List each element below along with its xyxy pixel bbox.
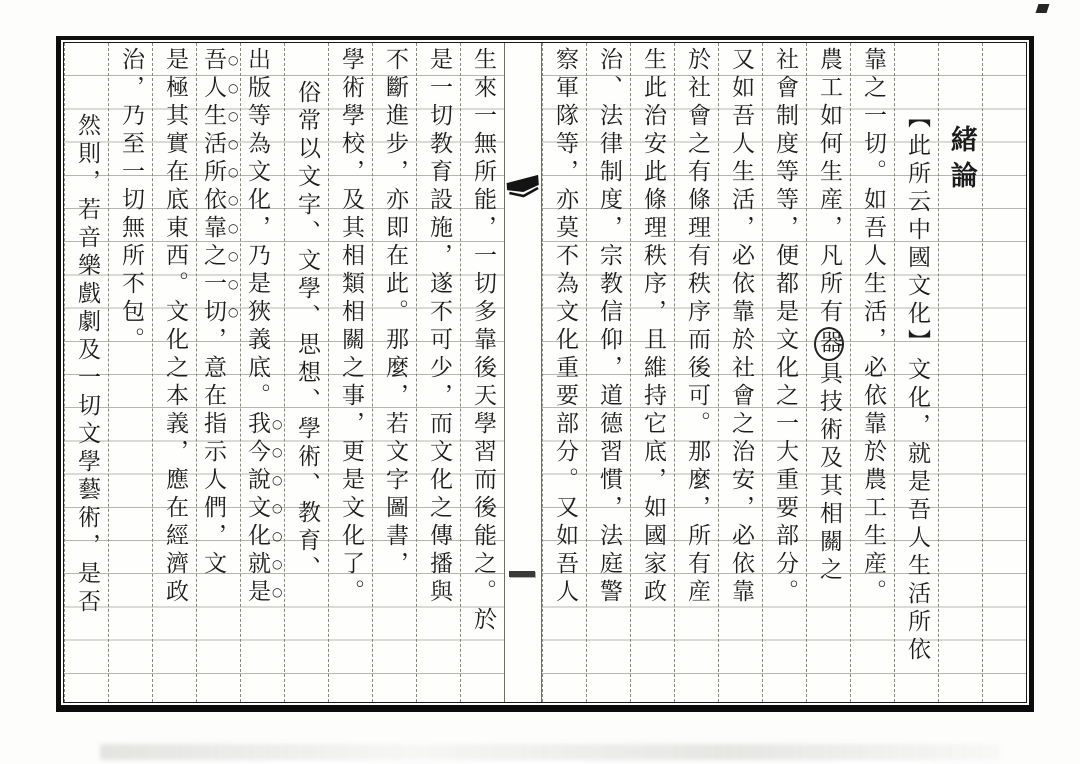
column-l1 (460, 43, 504, 702)
column-r9-text: 生此治安此條理秩序，且維持它底，如國家政 (640, 47, 667, 607)
column-l7-text (197, 43, 240, 702)
column-r5-part1: 農工如何生産，凡所有 (816, 47, 843, 327)
circled-character: 器 (814, 327, 844, 361)
column-r5-text (813, 43, 844, 702)
column-l3-text: 不斷進步，亦即在此。那麼，若文字圖書， (382, 47, 409, 579)
left-page-columns (64, 43, 504, 702)
column-r5 (806, 43, 850, 702)
column-l5-text: 俗常以文字、文學、思想、學術、教育、 (294, 80, 321, 584)
column-r7-text: 又如吾人生活，必依靠於社會之治安，必依靠 (728, 47, 755, 607)
column-r5-part2: 具技術及其相關之 (816, 361, 843, 585)
center-fold (504, 43, 542, 702)
column-l10-text: 然則，若音樂戲劇及一切文學藝術，是否 (74, 113, 101, 617)
column-r6 (762, 43, 806, 702)
column-l6 (240, 43, 284, 702)
column-l1-text: 生來一無所能，一切多靠後天學習而後能之。於 (470, 47, 497, 635)
column-r10 (586, 43, 630, 702)
scan-smudge (100, 744, 1000, 760)
column-r8 (674, 43, 718, 702)
grid-area (63, 42, 1027, 703)
column-l6-text (241, 43, 284, 702)
fold-bar-mark (509, 571, 535, 577)
column-l4 (328, 43, 372, 702)
column-r8-text: 於社會之有條理有秩序而後可。那麼，所有産 (684, 47, 711, 607)
column-l9 (108, 43, 152, 702)
column-r11 (542, 43, 586, 702)
emphasized-text: 吾人生活所依靠之一切 (200, 47, 227, 327)
fish-tail-icon (505, 174, 541, 202)
column-l5 (284, 43, 328, 702)
column-l10 (64, 43, 108, 702)
column-l6-plain: 出版等為文化，乃是狹義底。 (244, 47, 271, 411)
column-l4-text: 學術學校，及其相類相關之事，更是文化了。 (338, 47, 365, 607)
column-l7-plain: ，意在指示人們，文 (200, 327, 227, 579)
emphasized-text: 我今說文化就是 (244, 411, 271, 607)
column-l2-text: 是一切教育設施，遂不可少，而文化之傳播與 (426, 47, 453, 607)
column-r7 (718, 43, 762, 702)
column-r2-chapter-title (938, 43, 982, 702)
column-r1-empty (982, 43, 1026, 702)
column-l2 (416, 43, 460, 702)
column-l8 (152, 43, 196, 702)
column-r4-text: 靠之一切。如吾人生活，必依靠於農工生産。 (860, 47, 887, 607)
column-l9-text: 治，乃至一切無所不包。 (118, 47, 145, 355)
column-r10-text: 治、法律制度，宗教信仰，道德習慣，法庭警 (596, 47, 623, 607)
column-l3 (372, 43, 416, 702)
column-r9 (630, 43, 674, 702)
column-l7 (196, 43, 240, 702)
page-border-frame (56, 36, 1034, 712)
scan-corner-mark (1036, 4, 1050, 13)
column-r3-text: 【此所云中國文化】文化，就是吾人生活所依 (904, 105, 931, 665)
column-r3 (894, 43, 938, 702)
chapter-title: 緒論 (945, 125, 977, 197)
column-r11-text: 察軍隊等，亦莫不為文化重要部分。又如吾人 (552, 47, 579, 607)
right-page-columns (542, 43, 1026, 702)
column-r6-text: 社會制度等等，便都是文化之一大重要部分。 (772, 47, 799, 607)
column-l8-text: 是極其實在底東西。文化之本義，應在經濟政 (162, 47, 189, 607)
column-r4 (850, 43, 894, 702)
